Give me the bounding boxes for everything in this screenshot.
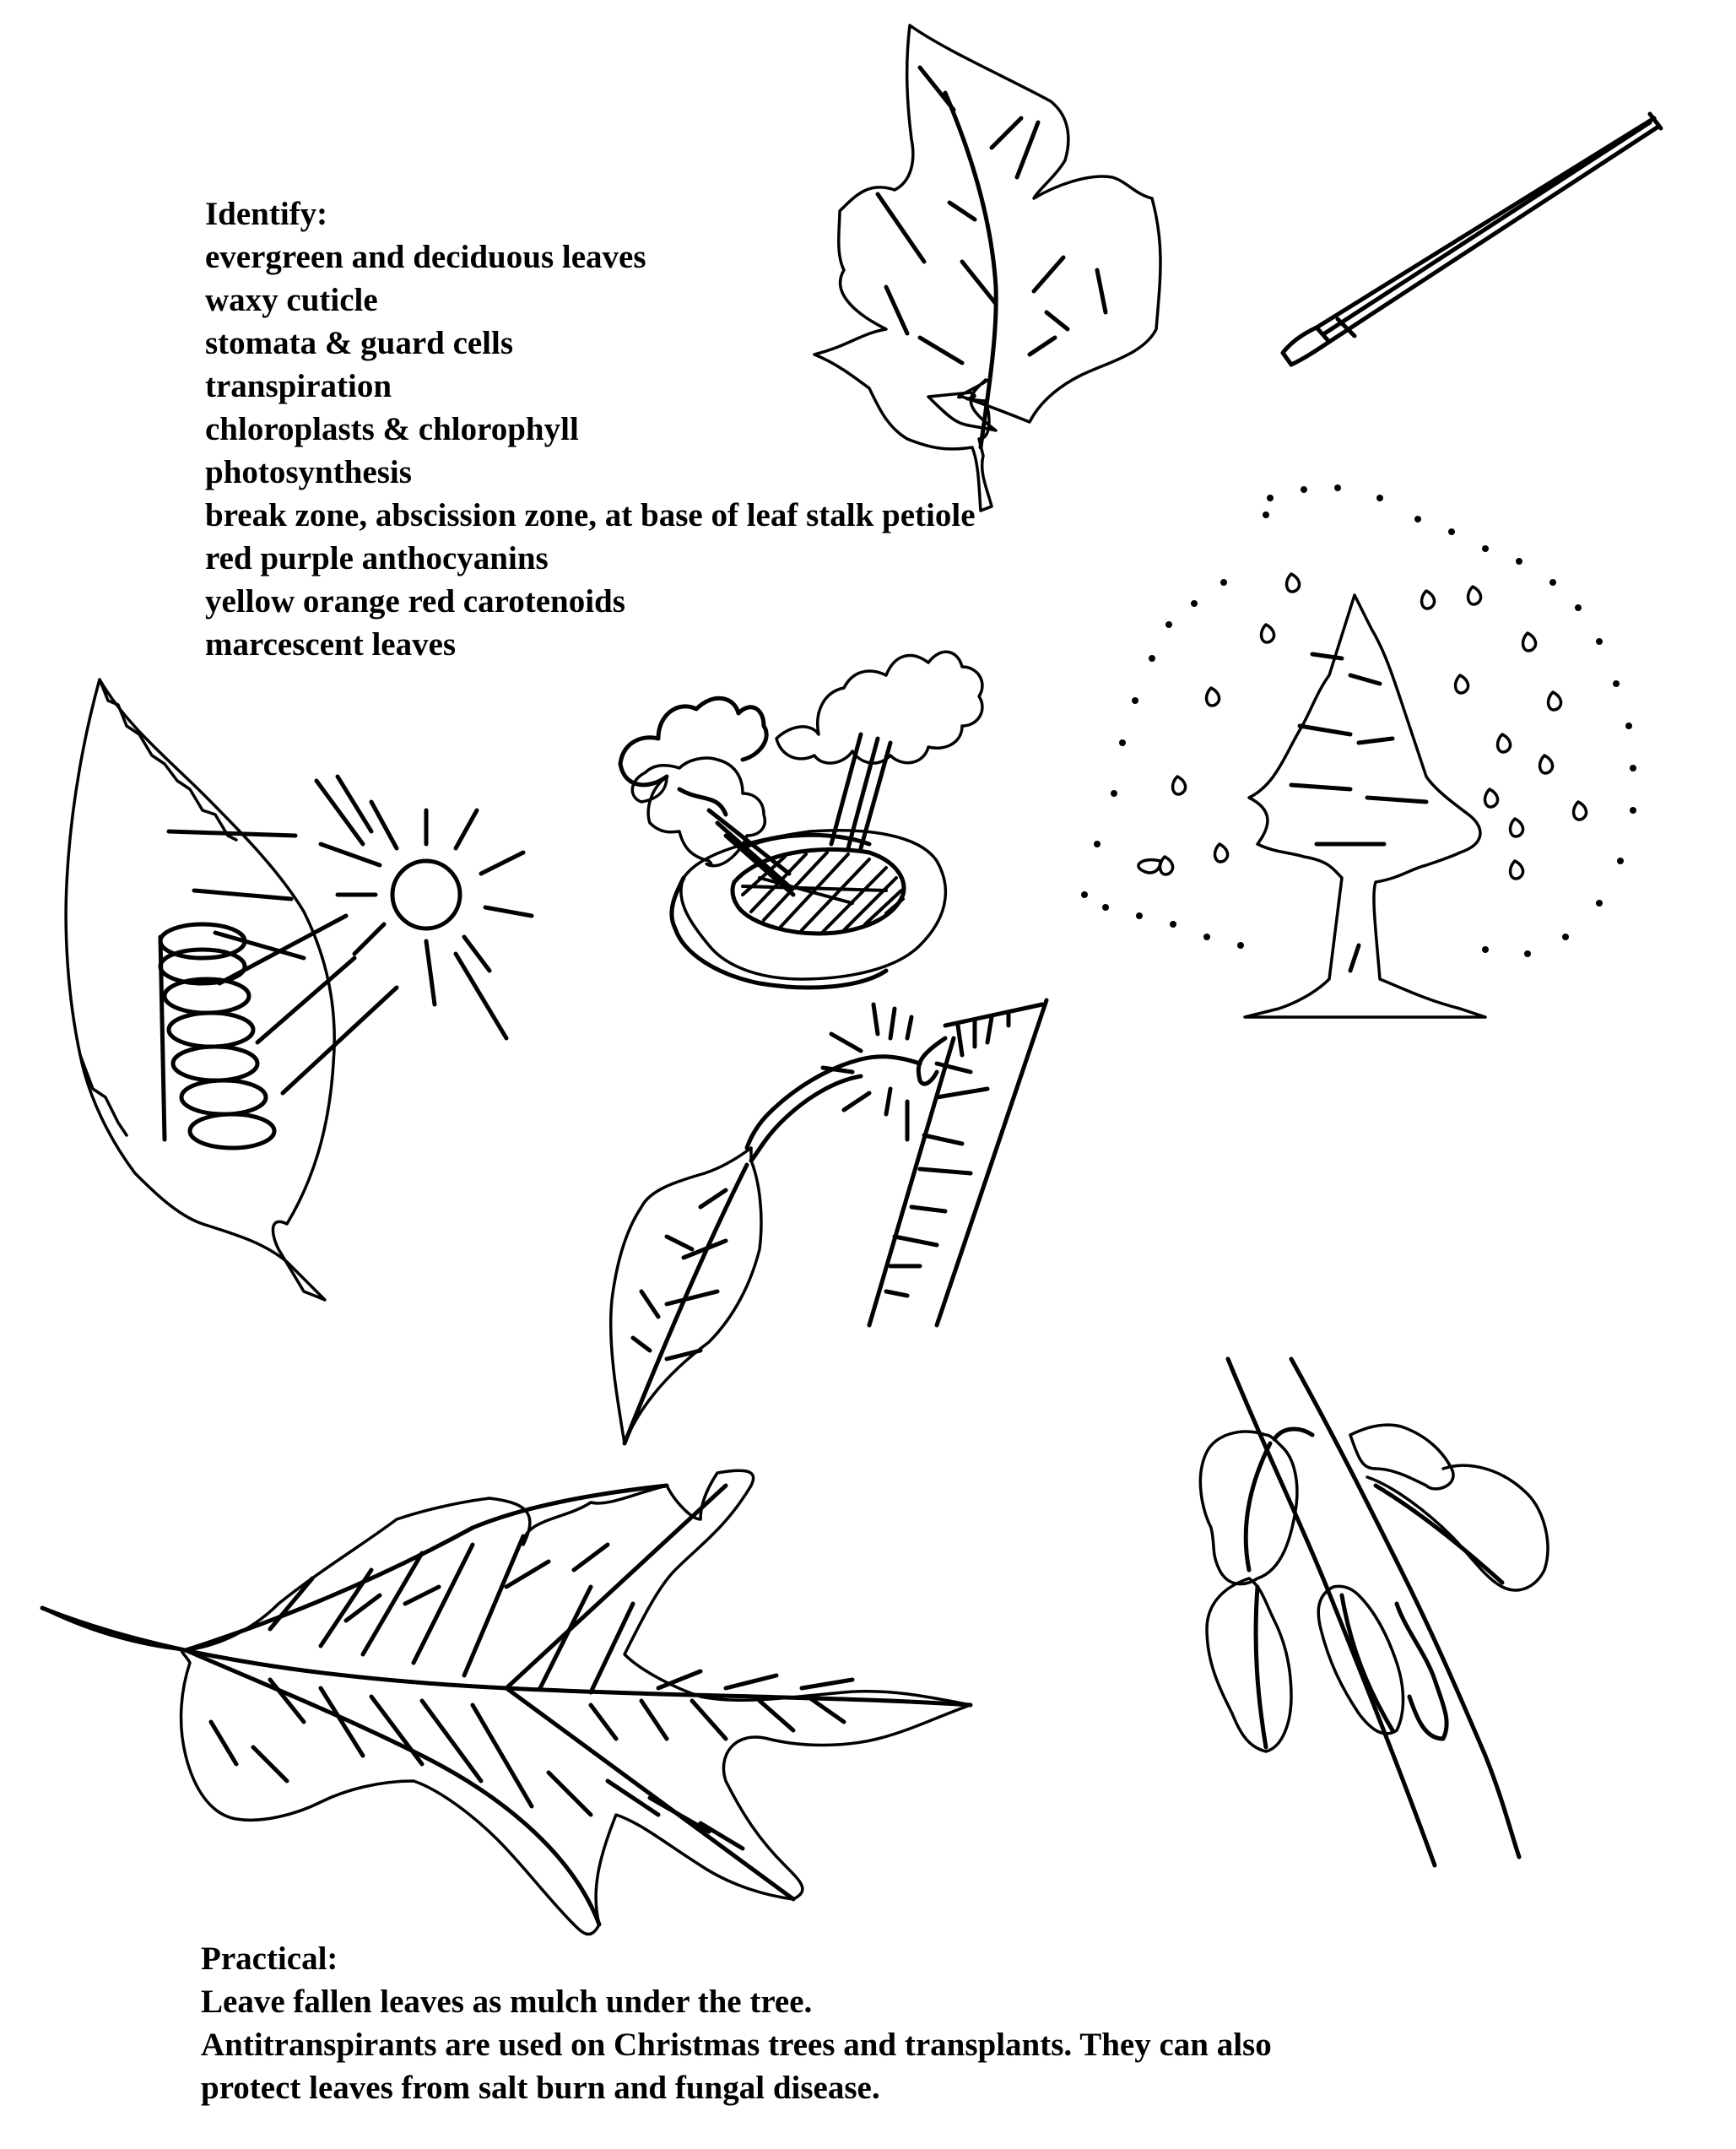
pine-needle-bundle-icon [1283, 114, 1661, 365]
identify-item: break zone, abscission zone, at base of leaf stalk petiole [205, 497, 976, 533]
identify-item: evergreen and deciduous leaves [205, 239, 646, 275]
identify-item: chloroplasts & chlorophyll [205, 411, 579, 447]
maple-leaf-icon [42, 1470, 971, 1934]
identify-item: transpiration [205, 368, 392, 404]
marcescent-leaves-branch-icon [1200, 1359, 1548, 1865]
identify-item: yellow orange red carotenoids [205, 583, 625, 620]
identify-item: red purple anthocyanins [205, 540, 549, 576]
practical-section [201, 1937, 1467, 2109]
identify-section [205, 192, 1201, 666]
practical-heading: Practical: [201, 1941, 338, 1977]
identify-heading: Identify: [205, 196, 328, 232]
practical-line: Leave fallen leaves as mulch under the tree. [201, 1984, 813, 2020]
leaf-chloroplast-sun-icon [66, 679, 532, 1300]
identify-item: photosynthesis [205, 454, 412, 490]
identify-item: stomata & guard cells [205, 325, 514, 361]
practical-line: protect leaves from salt burn and fungal disease. [201, 2070, 880, 2106]
abscission-leaf-on-branch-icon [611, 1000, 1046, 1443]
practical-line: Antitranspirants are used on Christmas trees and transplants. They can also [201, 2027, 1272, 2063]
identify-item: waxy cuticle [205, 282, 378, 318]
stoma-guard-cells-icon [620, 652, 982, 988]
identify-item: marcescent leaves [205, 626, 457, 663]
